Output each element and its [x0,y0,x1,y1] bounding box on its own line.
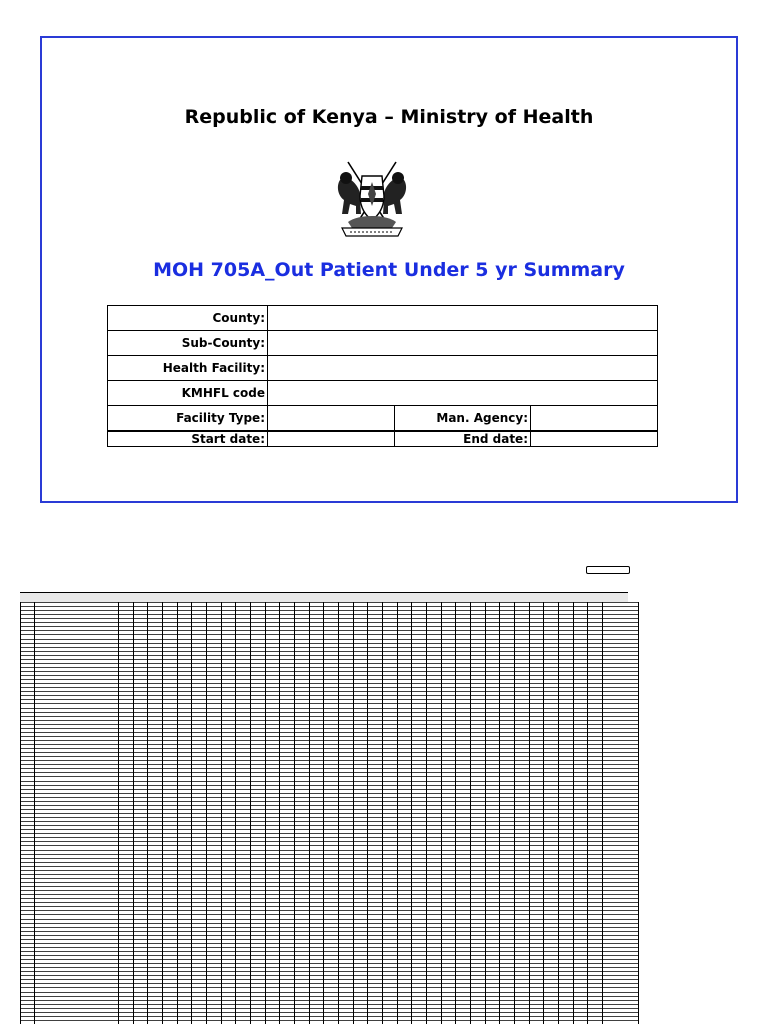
kmhfl-label: KMHFL code [108,381,268,406]
end-date-label: End date: [395,431,531,447]
start-date-label: Start date: [108,431,268,447]
start-date-field[interactable] [268,431,395,447]
sub-county-field[interactable] [268,331,658,356]
sub-county-row [108,331,658,356]
form-title: MOH 705A_Out Patient Under 5 yr Summary [153,259,625,281]
dates-row [108,431,658,447]
summary-grid-lines [20,592,640,1024]
facility-type-row [108,406,658,431]
page-title: Republic of Kenya – Ministry of Health [184,106,594,128]
health-facility-field[interactable] [268,356,658,381]
sub-county-label: Sub-County: [108,331,268,356]
summary-grid [20,592,640,1024]
facility-type-field[interactable] [268,406,395,431]
county-field[interactable] [268,306,658,331]
kmhfl-row [108,381,658,406]
end-date-field[interactable] [531,431,658,447]
kmhfl-field[interactable] [268,381,658,406]
management-agency-label: Man. Agency: [395,406,531,431]
county-label: County: [108,306,268,331]
management-agency-field[interactable] [531,406,658,431]
county-row [108,306,658,331]
kenya-coat-of-arms-icon [334,156,410,238]
facility-type-label: Facility Type: [108,406,268,431]
health-facility-label: Health Facility: [108,356,268,381]
facility-details-table [107,305,658,447]
health-facility-row [108,356,658,381]
form-control-button[interactable] [586,566,630,574]
cover-panel [40,36,738,503]
